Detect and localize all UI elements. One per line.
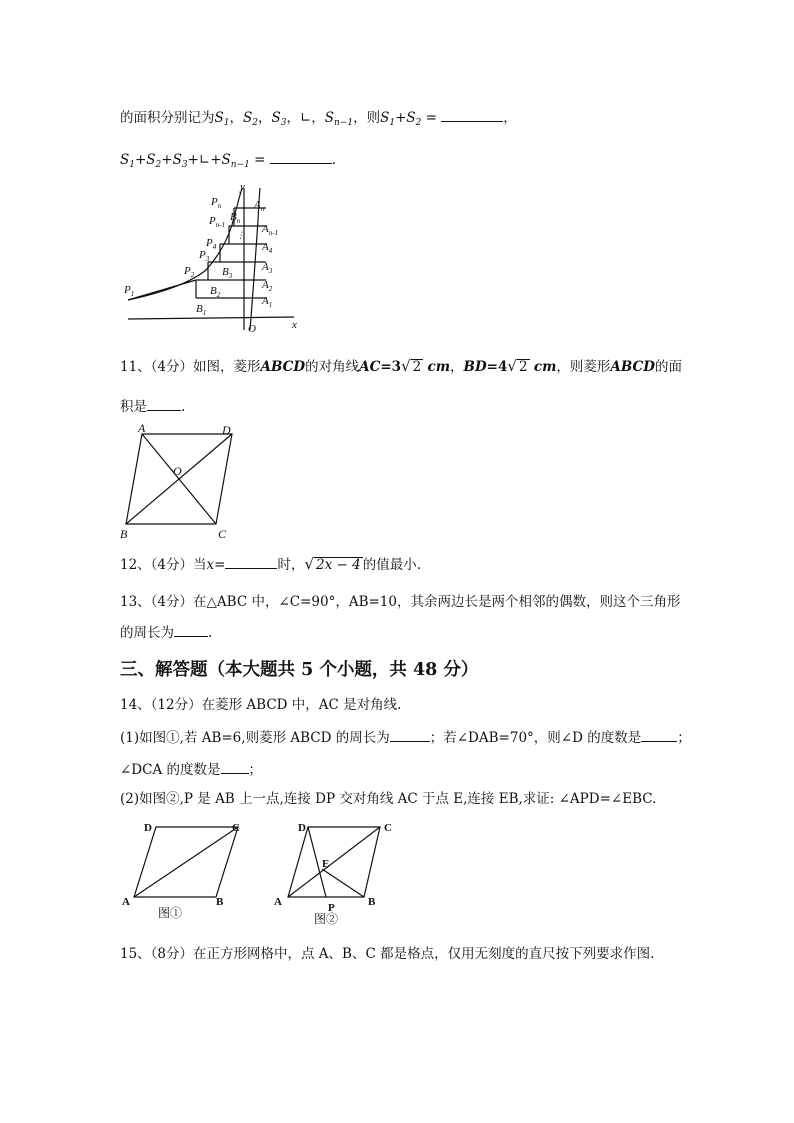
s3: $S_3$ bbox=[271, 110, 287, 128]
svg-text:C: C bbox=[218, 527, 227, 541]
q10-then: ，则 bbox=[353, 110, 381, 126]
svg-text:D: D bbox=[222, 423, 231, 437]
q10-line1-prefix: 的面积分别记为 bbox=[120, 110, 215, 126]
svg-text:P3: $P_3$ bbox=[199, 249, 210, 263]
fig14-figure2 bbox=[270, 815, 402, 927]
svg-text:y: y bbox=[240, 181, 245, 193]
svg-text:P2: $P_2$ bbox=[184, 265, 195, 279]
answer-blank[interactable] bbox=[390, 727, 430, 742]
q15-line: 15、（8分）在正方形网格中，点 A、B、C 都是格点，仅用无刻度的直尺按下列要求作图. bbox=[120, 946, 655, 962]
svg-text:E: E bbox=[322, 858, 330, 870]
svg-text:P: P bbox=[328, 902, 335, 914]
svg-text:B2: $B_2$ bbox=[210, 285, 221, 299]
answer-blank[interactable] bbox=[174, 622, 208, 637]
svg-text:C: C bbox=[384, 822, 392, 834]
x-axis bbox=[128, 317, 294, 319]
svg-text:A: A bbox=[138, 421, 146, 435]
svg-text:D: D bbox=[144, 822, 152, 834]
svg-text:Pn-1: $P_{n-1}$ bbox=[209, 215, 226, 229]
figure2-caption: 图② bbox=[314, 912, 339, 926]
svg-text:P1: $P_1$ bbox=[124, 284, 135, 298]
s1: $S_1$ bbox=[214, 110, 230, 128]
svg-text:⋮: ⋮ bbox=[236, 230, 245, 240]
figure1-caption: 图① bbox=[158, 906, 183, 920]
q14-intro: 14、（12分）在菱形 ABCD 中，AC 是对角线. bbox=[120, 697, 402, 713]
svg-text:An: $A_n$ bbox=[254, 199, 265, 213]
q11-line2: 积是 . bbox=[120, 396, 185, 417]
svg-text:Pn: $P_n$ bbox=[211, 196, 222, 210]
s2: $S_2$ bbox=[242, 110, 258, 128]
svg-text:O: O bbox=[248, 323, 256, 335]
fig11-rhombus bbox=[118, 420, 242, 542]
svg-text:Bn: $B_n$ bbox=[230, 211, 241, 225]
svg-text:A2: $A_2$ bbox=[262, 279, 273, 293]
svg-text:B1: $B_1$ bbox=[196, 303, 207, 317]
svg-text:A4: $A_4$ bbox=[262, 241, 273, 255]
q14-part2: (2)如图②,P 是 AB 上一点,连接 DP 交对角线 AC 于点 E,连接 EB,求证: ∠APD=∠EBC. bbox=[120, 791, 657, 807]
svg-text:A1: $A_1$ bbox=[262, 295, 273, 309]
svg-text:C: C bbox=[232, 822, 240, 834]
sn1: $S_{n-1}$ bbox=[324, 110, 354, 128]
svg-text:D: D bbox=[298, 822, 306, 834]
svg-text:B: B bbox=[120, 527, 128, 541]
svg-text:A: A bbox=[122, 896, 130, 908]
answer-blank[interactable] bbox=[641, 727, 677, 742]
svg-text:O: O bbox=[173, 464, 182, 478]
svg-text:A3: $A_3$ bbox=[262, 261, 273, 275]
answer-blank[interactable] bbox=[147, 396, 181, 411]
fig14-figure1 bbox=[118, 815, 250, 925]
q14-part1-line1: (1)如图①,若 AB=6,则菱形 ABCD 的周长为 ；若∠DAB=70°，则∠D 的度数是 ； bbox=[120, 727, 691, 748]
answer-blank[interactable] bbox=[441, 107, 503, 122]
svg-text:B3: $B_3$ bbox=[222, 266, 233, 280]
svg-text:P4: $P_4$ bbox=[206, 237, 217, 251]
q13-line2: 的周长为 . bbox=[120, 622, 212, 643]
answer-blank[interactable] bbox=[270, 149, 332, 164]
fig10-figure bbox=[124, 180, 308, 335]
q10-line2: $S_1+S_2+S_3+∟+S_{n-1}$ = . bbox=[120, 149, 336, 175]
svg-text:x: x bbox=[292, 319, 297, 331]
q14-part1-line2: ∠DCA 的度数是 ； bbox=[120, 759, 262, 780]
section-heading: 三、解答题（本大题共 5 个小题，共 48 分） bbox=[120, 660, 479, 680]
answer-blank[interactable] bbox=[225, 554, 277, 569]
q10-line1: 的面积分别记为$S_1$，$S_2$，$S_3$，∟，$S_{n-1}$，则$S_1+S_2$ = ， bbox=[120, 107, 517, 133]
svg-text:An-1: $A_{n-1}$ bbox=[262, 223, 279, 237]
q12-line: 12、（4分）当x= 时，√ 2x − 4 的值最小. bbox=[120, 555, 422, 573]
q11-line1: 11、（4分）如图，菱形ABCD的对角线AC=3√ 2 cm，BD=4√ 2 cm，则菱形ABCD的面 bbox=[120, 357, 682, 375]
svg-text:A: A bbox=[274, 896, 282, 908]
q13-line1: 13、（4分）在△ABC 中，∠C=90°，AB=10，其余两边长是两个相邻的偶数，则这个三角形 bbox=[120, 594, 681, 610]
ldots: ∟ bbox=[299, 110, 312, 126]
svg-text:B: B bbox=[368, 896, 376, 908]
svg-text:B: B bbox=[216, 896, 224, 908]
answer-blank[interactable] bbox=[221, 759, 249, 774]
